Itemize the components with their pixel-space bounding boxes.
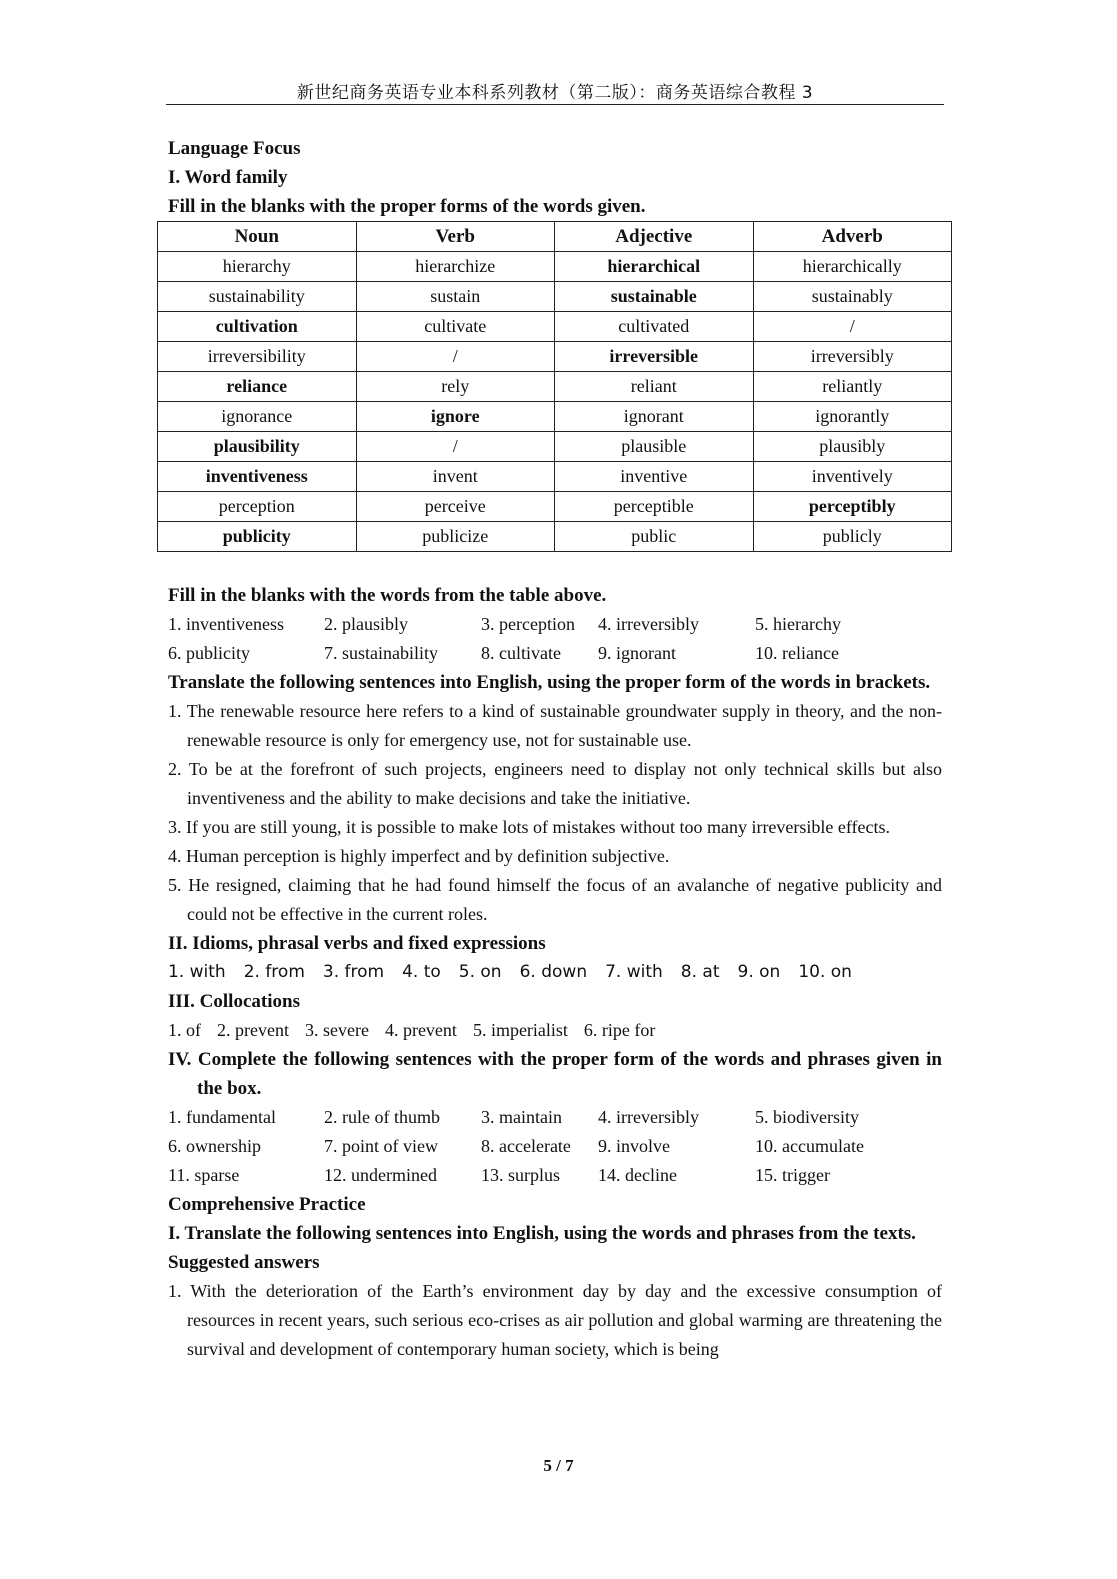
answer-item: 9. involve xyxy=(598,1136,670,1156)
answer-item: 8. at xyxy=(680,962,720,982)
table-cell: / xyxy=(753,312,952,342)
answer-item: 2. plausibly xyxy=(324,614,408,634)
table-cell: ignore xyxy=(356,402,555,432)
sentence-item: 5. He resigned, claiming that he had found himself the focus of an avalanche of negative publicity and could not be effective in the current roles. xyxy=(168,875,942,924)
answer-item: 3. severe xyxy=(304,1020,369,1040)
answer-item: 3. maintain xyxy=(481,1107,562,1127)
table-cell: hierarchize xyxy=(356,252,555,282)
comprehensive-sentences xyxy=(168,1277,942,1364)
table-cell: perception xyxy=(158,492,357,522)
section-title: Language Focus xyxy=(168,138,301,159)
answer-item: 5. imperialist xyxy=(472,1020,568,1040)
table-cell: public xyxy=(555,522,754,552)
table-cell: publicly xyxy=(753,522,952,552)
table-cell: inventiveness xyxy=(158,462,357,492)
idioms-answers xyxy=(168,958,942,987)
answer-item: 5. biodiversity xyxy=(755,1107,859,1127)
table-cell: hierarchical xyxy=(555,252,754,282)
answer-item: 13. surplus xyxy=(481,1165,561,1185)
table-cell: cultivated xyxy=(555,312,754,342)
table-cell: irreversibility xyxy=(158,342,357,372)
table-cell: plausible xyxy=(555,432,754,462)
table-cell: publicity xyxy=(158,522,357,552)
answer-item: 2. prevent xyxy=(217,1020,289,1040)
answer-item: 3. from xyxy=(322,962,385,982)
table-row xyxy=(158,282,952,312)
idioms-heading: II. Idioms, phrasal verbs and fixed expressions xyxy=(168,933,546,954)
table-cell: / xyxy=(356,432,555,462)
answer-item: 10. accumulate xyxy=(755,1136,864,1156)
answer-item: 4. to xyxy=(402,962,441,982)
column-header: Noun xyxy=(158,222,357,252)
column-header: Verb xyxy=(356,222,555,252)
header-title: 新世纪商务英语专业本科系列教材（第二版）：商务英语综合教程 3 xyxy=(296,83,814,103)
answer-item: 9. ignorant xyxy=(598,643,676,663)
table-cell: cultivate xyxy=(356,312,555,342)
table-cell: / xyxy=(356,342,555,372)
table-row xyxy=(158,432,952,462)
complete-heading: IV. Complete the following sentences with the proper form of the words and phrases given in the box. xyxy=(168,1049,942,1099)
table-cell: inventive xyxy=(555,462,754,492)
answer-item: 6. ripe for xyxy=(583,1020,656,1040)
content-main xyxy=(168,581,942,1364)
answer-item: 15. trigger xyxy=(755,1165,830,1185)
table-cell: perceptibly xyxy=(753,492,952,522)
column-header: Adverb xyxy=(753,222,952,252)
answer-item: 14. decline xyxy=(598,1165,677,1185)
table-cell: hierarchy xyxy=(158,252,357,282)
sentence-item: 1. The renewable resource here refers to a kind of sustainable groundwater supply in theory, and the non-renewable resource is only for emergency use, not for sustainable use. xyxy=(168,701,942,750)
fill-blanks-answers xyxy=(168,610,942,668)
answer-item: 6. ownership xyxy=(168,1136,261,1156)
answer-item: 6. down xyxy=(519,962,588,982)
table-cell: sustain xyxy=(356,282,555,312)
table-cell: plausibly xyxy=(753,432,952,462)
word-family-heading: I. Word family xyxy=(168,167,288,188)
page-number: 5 / 7 xyxy=(543,1456,574,1475)
answer-item: 8. accelerate xyxy=(481,1136,571,1156)
complete-answers xyxy=(168,1103,942,1190)
translate-heading: Translate the following sentences into English, using the proper form of the words in brackets. xyxy=(168,672,931,693)
table-row xyxy=(158,522,952,552)
answer-item: 12. undermined xyxy=(324,1165,437,1185)
collocations-answers xyxy=(168,1016,942,1045)
suggested-answers-label: Suggested answers xyxy=(168,1252,320,1273)
table-cell: sustainability xyxy=(158,282,357,312)
table-cell: irreversibly xyxy=(753,342,952,372)
content-top xyxy=(168,134,942,221)
table-header-row xyxy=(158,222,952,252)
answer-item: 2. from xyxy=(243,962,305,982)
word-family-instruction: Fill in the blanks with the proper forms of the words given. xyxy=(168,196,646,217)
table-cell: sustainable xyxy=(555,282,754,312)
table-cell: plausibility xyxy=(158,432,357,462)
answer-item: 1. of xyxy=(168,1020,201,1040)
table-cell: reliantly xyxy=(753,372,952,402)
sentence-item: 3. If you are still young, it is possible to make lots of mistakes without too many irreversible effects. xyxy=(168,817,891,837)
table-cell: reliance xyxy=(158,372,357,402)
table-row xyxy=(158,342,952,372)
table-row xyxy=(158,312,952,342)
answer-item: 4. irreversibly xyxy=(598,614,699,634)
answer-item: 6. publicity xyxy=(168,643,250,663)
answer-item: 7. with xyxy=(605,962,663,982)
sentence-item: 4. Human perception is highly imperfect and by definition subjective. xyxy=(168,846,670,866)
table-row xyxy=(158,492,952,522)
answer-item: 7. sustainability xyxy=(324,643,438,663)
answer-item: 9. on xyxy=(737,962,781,982)
sentence-item: 2. To be at the forefront of such projects, engineers need to display not only technical skills but also inventiveness and the ability to make decisions and take the initiative. xyxy=(168,759,942,808)
answer-item: 4. irreversibly xyxy=(598,1107,699,1127)
table-row xyxy=(158,252,952,282)
table-body xyxy=(158,252,952,552)
fill-blanks-heading: Fill in the blanks with the words from the table above. xyxy=(168,585,607,606)
table-cell: ignorance xyxy=(158,402,357,432)
answer-item: 10. on xyxy=(798,962,852,982)
table-cell: hierarchically xyxy=(753,252,952,282)
table-cell: perceptible xyxy=(555,492,754,522)
answer-item: 4. prevent xyxy=(384,1020,457,1040)
word-family-table xyxy=(157,221,952,552)
answer-item: 5. on xyxy=(458,962,502,982)
comprehensive-heading: Comprehensive Practice xyxy=(168,1194,366,1215)
sentence-item: 1. With the deterioration of the Earth’s environment day by day and the excessive consumption of resources in recent years, such serious eco-crises as air pollution and global warming are threatening the survival and development of contemporary human society, which is being xyxy=(168,1281,942,1359)
translate-sentences xyxy=(168,697,942,929)
table-cell: publicize xyxy=(356,522,555,552)
answer-item: 2. rule of thumb xyxy=(324,1107,440,1127)
table-cell: inventively xyxy=(753,462,952,492)
answer-item: 8. cultivate xyxy=(481,643,561,663)
table-cell: rely xyxy=(356,372,555,402)
table-cell: reliant xyxy=(555,372,754,402)
page-header xyxy=(166,78,944,105)
column-header: Adjective xyxy=(555,222,754,252)
table-row xyxy=(158,462,952,492)
collocations-heading: III. Collocations xyxy=(168,991,300,1012)
table-row xyxy=(158,402,952,432)
answer-item: 3. perception xyxy=(481,614,575,634)
table-cell: sustainably xyxy=(753,282,952,312)
table-cell: ignorantly xyxy=(753,402,952,432)
table-cell: perceive xyxy=(356,492,555,522)
answer-item: 5. hierarchy xyxy=(755,614,841,634)
table-cell: cultivation xyxy=(158,312,357,342)
answer-item: 1. fundamental xyxy=(168,1107,276,1127)
answer-item: 10. reliance xyxy=(755,643,839,663)
comprehensive-subheading: I. Translate the following sentences into English, using the words and phrases from the texts. xyxy=(168,1223,916,1244)
table-cell: ignorant xyxy=(555,402,754,432)
table-cell: invent xyxy=(356,462,555,492)
answer-item: 7. point of view xyxy=(324,1136,438,1156)
answer-item: 1. inventiveness xyxy=(168,614,284,634)
table-row xyxy=(158,372,952,402)
answer-item: 1. with xyxy=(168,962,226,982)
table-cell: irreversible xyxy=(555,342,754,372)
answer-item: 11. sparse xyxy=(168,1165,240,1185)
